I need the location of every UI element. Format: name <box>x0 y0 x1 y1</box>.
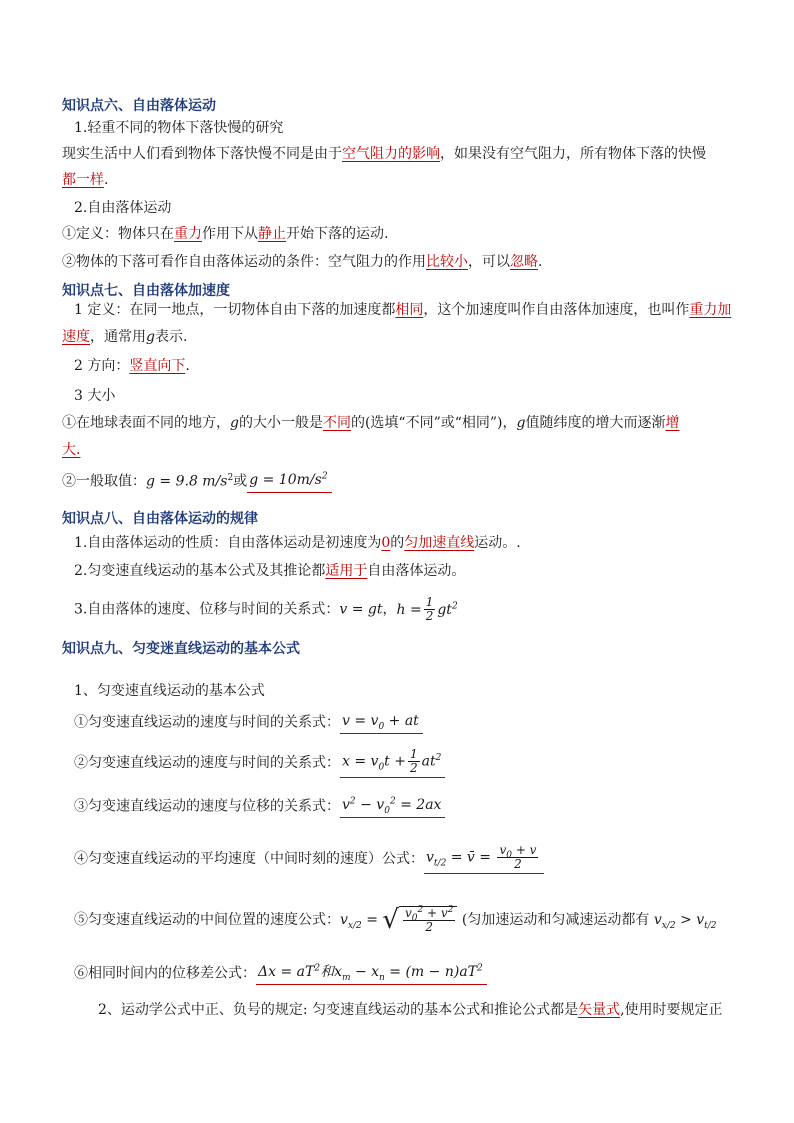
sec9-subtitle-2: 2、运动学公式中正、负号的规定: 匀变速直线运动的基本公式和推论公式都是矢量式,使用时要规定正 <box>98 1002 723 1018</box>
formula-line-1: ①匀变速直线运动的速度与时间的关系式： $v = v_0$ + at <box>74 711 423 734</box>
formula-line-4: ④匀变速直线运动的平均速度（中间时刻的速度）公式： $v_{t/2}$ = v̄ = $\frac{v_0 + v}{2}$ <box>74 844 544 874</box>
sec7-direction: 2 方向：竖直向下. <box>74 358 190 374</box>
sec6-definition: ①定义：物体只在重力作用下从静止开始下落的运动. <box>62 226 389 242</box>
section-title-8: 知识点八、自由落体运动的规律 <box>62 511 258 527</box>
sec6-condition: ②物体的下落可看作自由落体运动的条件：空气阻力的作用比较小，可以忽略. <box>62 254 543 270</box>
section-title-9: 知识点九、匀变迷直线运动的基本公式 <box>62 641 300 657</box>
fill-blank: 静止 <box>258 226 286 242</box>
formula-displacement-difference: $\Delta x = aT^2$和$x_m - x_n = (m - n)aT^2$ <box>256 962 487 985</box>
sec8-item-3: 3.自由落体的速度、位移与时间的关系式：v = gt，h = $\frac{1}{2}$ $gt^2$ <box>74 595 458 623</box>
formula-line-2: ②匀变速直线运动的速度与时间的关系式： $x = v_0t$ + $\frac{1}{2}$ $at^2$ <box>74 748 445 778</box>
formula-velocity-displacement: $v^2 - v_0^2 = 2ax$ <box>340 795 445 818</box>
fill-blank: 竖直向下 <box>129 358 186 374</box>
fill-blank: 适用于 <box>325 563 368 579</box>
section-title-6: 知识点六、自由落体运动 <box>62 98 216 114</box>
formula-g98: g = 9.8 m/s <box>146 473 228 490</box>
fill-blank: 重力 <box>174 226 202 242</box>
sec6-para-2: 现实生活中人们看到物体下落快慢不同是由于空气阻力的影响，如果没有空气阻力，所有物体下落的快慢 <box>62 146 706 162</box>
fill-blank: 匀加速直线 <box>404 535 475 551</box>
sec7-typical-value: ②一般取值：g = 9.8 $m/s^2$或 $g = 10m/s^2$ <box>62 470 332 493</box>
formula-mid-position-velocity: $v_{x/2}$ = √ $\frac{v_0^2 + v^2}{2}$ <box>340 912 457 928</box>
formula-line-3: ③匀变速直线运动的速度与位移的关系式： $v^2 - v_0^2 = 2ax$ <box>74 795 445 818</box>
sec8-item-2: 2.匀变速直线运动的基本公式及其推论都适用于自由落体运动。 <box>74 563 466 579</box>
formula-velocity-time: $v = v_0$ + at <box>340 711 423 734</box>
sec7-definition: 1 定义：在同一地点，一切物体自由下落的加速度都相同，这个加速度叫作自由落体加速度，也叫作重力加 <box>74 302 732 318</box>
fill-blank: 都一样 <box>62 172 104 188</box>
section-title-7: 知识点七、自由落体加速度 <box>62 283 230 299</box>
sec7-magnitude: 3 大小 <box>74 388 116 404</box>
fill-blank: 不同 <box>322 415 351 431</box>
fill-blank: 增 <box>665 415 680 431</box>
formula-h: h = $\frac{1}{2}$ $gt^2$ <box>396 595 458 623</box>
fill-blank: 相同 <box>395 302 424 318</box>
formula-v-gt: v = gt <box>339 601 383 618</box>
sec6-para-3: 都一样. <box>62 172 109 188</box>
fill-blank: 0 <box>381 535 391 551</box>
fill-blank: 重力加 <box>689 302 732 318</box>
formula-g10: $g = 10m/s^2$ <box>247 470 331 493</box>
formula-average-velocity: $v_{t/2}$ = v̄ = $\frac{v_0 + v}{2}$ <box>424 844 544 874</box>
fill-blank: 矢量式 <box>578 1002 621 1018</box>
fill-blank: 空气阻力的影响 <box>342 146 440 162</box>
fill-blank: 速度 <box>62 329 90 345</box>
fill-blank: 比较小 <box>426 254 468 270</box>
formula-line-5: ⑤匀变速直线运动的中间位置的速度公式：$v_{x/2}$ = √ $\frac{v_0^2 + v^2}{2}$ (匀加速运动和匀减速运动都有 $v_{x/2} > v_{t/2}$ <box>74 905 717 935</box>
sec6-item-2: 2.自由落体运动 <box>74 200 172 216</box>
sec7-magnitude-1-cont: 大. <box>62 442 81 458</box>
fill-blank: 大 <box>62 442 76 458</box>
formula-displacement-time: $x = v_0t$ + $\frac{1}{2}$ $at^2$ <box>340 748 445 778</box>
fill-blank: 忽略 <box>510 254 538 270</box>
formula-line-6: ⑥相同时间内的位移差公式： $\Delta x = aT^2$和$x_m - x_n = (m - n)aT^2$ <box>74 962 487 985</box>
sec7-definition-cont: 速度，通常用g表示. <box>62 329 188 345</box>
sec9-subtitle-1: 1、匀变速直线运动的基本公式 <box>74 683 265 699</box>
sec6-item-1: 1.轻重不同的物体下落快慢的研究 <box>74 120 284 136</box>
formula-inequality: $v_{x/2} > v_{t/2}$ <box>653 912 717 931</box>
sec8-item-1: 1.自由落体运动的性质：自由落体运动是初速度为0的匀加速直线运动。. <box>74 535 521 551</box>
sec7-magnitude-1: ①在地球表面不同的地方，g的大小一般是不同的(选填“不同”或“相同”)，g值随纬度的增大而逐渐增 <box>62 415 680 431</box>
